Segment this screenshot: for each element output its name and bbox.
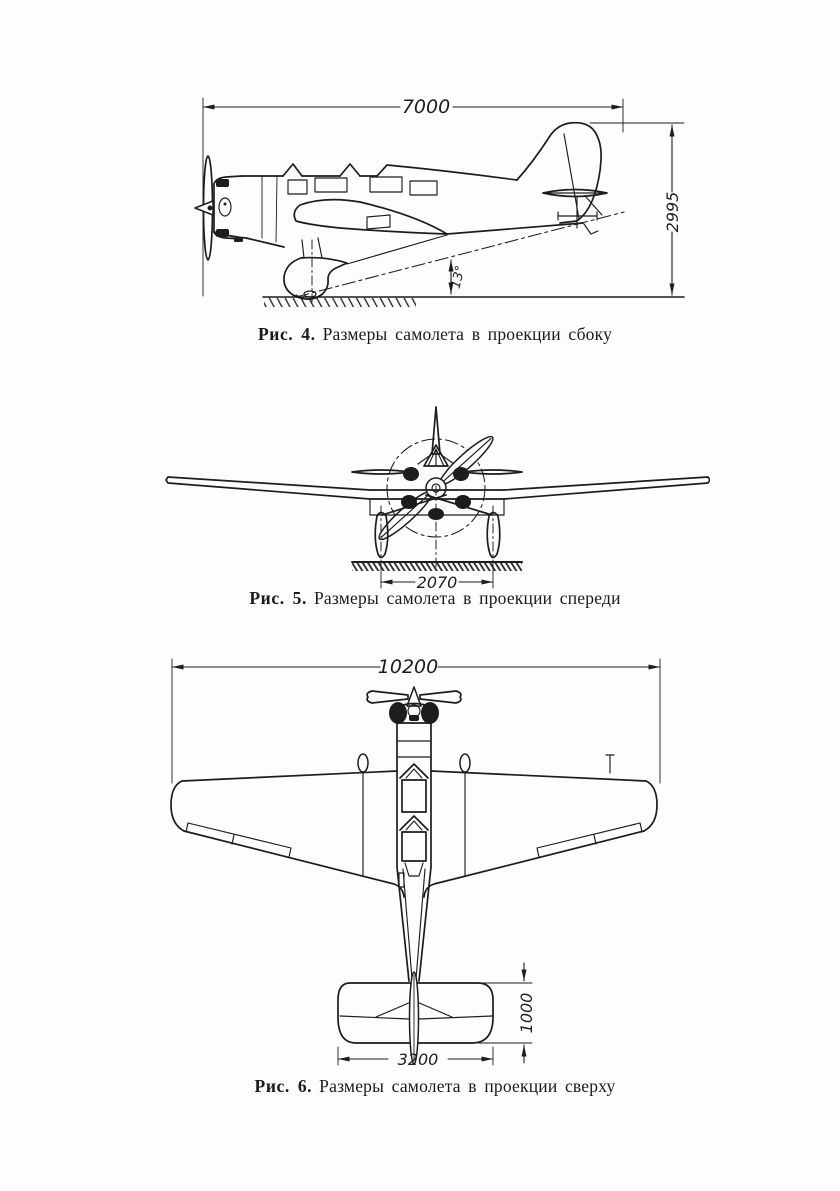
right-wheel-spat bbox=[487, 513, 500, 558]
wheel-track-label: 2070 bbox=[416, 573, 458, 592]
turtledeck-fairing bbox=[377, 165, 517, 180]
figure-5-front-view-drawing bbox=[130, 398, 710, 592]
fin-and-rudder bbox=[517, 123, 601, 223]
figure-5-caption bbox=[15, 588, 840, 609]
dimension-tail-angle bbox=[296, 212, 624, 297]
right-wing-trailing-edge bbox=[424, 831, 644, 897]
engine-cylinder-top bbox=[216, 179, 229, 187]
left-leading-edge-fairing bbox=[358, 754, 368, 772]
canopy-hatch-1 bbox=[288, 180, 307, 194]
windscreen-2-top bbox=[400, 816, 428, 830]
front-cockpit-opening bbox=[402, 780, 426, 812]
height-dimension-label: 2995 bbox=[663, 191, 682, 233]
fuselage-bottom-and-wing-root bbox=[214, 200, 583, 264]
exhaust-pipe bbox=[234, 238, 243, 242]
fin-tip-front bbox=[432, 407, 440, 454]
ground-line bbox=[263, 297, 684, 307]
propeller-blade-right bbox=[420, 691, 461, 703]
headrest-fairing bbox=[405, 863, 423, 876]
left-aileron bbox=[186, 823, 291, 857]
figure-6-caption-text: Размеры самолета в проекции сверху bbox=[319, 1076, 616, 1096]
figure-6-caption bbox=[15, 1076, 840, 1097]
propeller-blade-left bbox=[367, 691, 408, 703]
right-leading-edge-fairing bbox=[460, 754, 470, 772]
figure-6-top-view-drawing bbox=[150, 645, 710, 1073]
left-wingtip bbox=[171, 781, 184, 831]
wheel-spat-side bbox=[284, 238, 347, 302]
right-wingtip bbox=[644, 781, 657, 831]
figure-5-caption-label: Рис. 5. bbox=[249, 588, 307, 608]
wingspan-label: 10200 bbox=[377, 656, 439, 678]
aircraft-top-view bbox=[171, 687, 657, 1064]
aircraft-side-view bbox=[195, 123, 607, 302]
stabilizer-chord-label: 1000 bbox=[517, 992, 536, 1034]
figure-6-caption-label: Рис. 6. bbox=[254, 1076, 313, 1096]
engine-cowling-side bbox=[214, 176, 243, 242]
figure-4-caption-label: Рис. 4. bbox=[257, 324, 316, 344]
rear-cockpit-opening bbox=[402, 832, 426, 861]
right-wing-leading-edge bbox=[431, 771, 646, 781]
figure-4-caption bbox=[15, 324, 840, 345]
canopy-hatch-2 bbox=[315, 178, 347, 192]
wing-root-window bbox=[367, 215, 390, 229]
ground-hatching bbox=[264, 298, 416, 307]
windscreen-1 bbox=[283, 164, 302, 176]
dimension-height bbox=[590, 123, 684, 295]
dimension-stabilizer-chord bbox=[478, 963, 536, 1063]
stabilizer-span-label: 3200 bbox=[397, 1050, 439, 1069]
canopy-hatch-3 bbox=[370, 177, 402, 192]
figure-5-caption-text: Размеры самолета в проекции спереди bbox=[313, 588, 621, 608]
length-dimension-label: 7000 bbox=[401, 96, 451, 118]
pitot-tube bbox=[606, 755, 614, 773]
propeller-side bbox=[195, 156, 213, 260]
figure-4-caption-text: Размеры самолета в проекции сбоку bbox=[322, 324, 613, 344]
ground-hatching bbox=[352, 563, 522, 571]
windscreen-1-top bbox=[400, 764, 428, 778]
stabilizer-front bbox=[352, 470, 522, 474]
right-aileron bbox=[537, 823, 642, 857]
fuselage-top bbox=[397, 723, 431, 981]
tail-skid bbox=[584, 224, 598, 234]
engine-top bbox=[389, 702, 439, 724]
left-wing-front bbox=[166, 477, 370, 499]
tail-angle-label: 13° bbox=[448, 264, 469, 291]
left-wing-trailing-edge bbox=[184, 831, 404, 897]
aircraft-front-view bbox=[166, 407, 710, 571]
ground-line bbox=[352, 562, 522, 571]
right-wing-front bbox=[504, 477, 710, 499]
windscreen-2 bbox=[340, 164, 360, 176]
engine-top-cylinder bbox=[424, 445, 448, 466]
side-window bbox=[410, 181, 437, 195]
dimension-stabilizer-span bbox=[338, 1047, 493, 1069]
figure-4-side-view-drawing bbox=[150, 80, 710, 320]
left-wing-leading-edge bbox=[182, 771, 397, 781]
horizontal-stabilizer-side bbox=[543, 190, 607, 235]
